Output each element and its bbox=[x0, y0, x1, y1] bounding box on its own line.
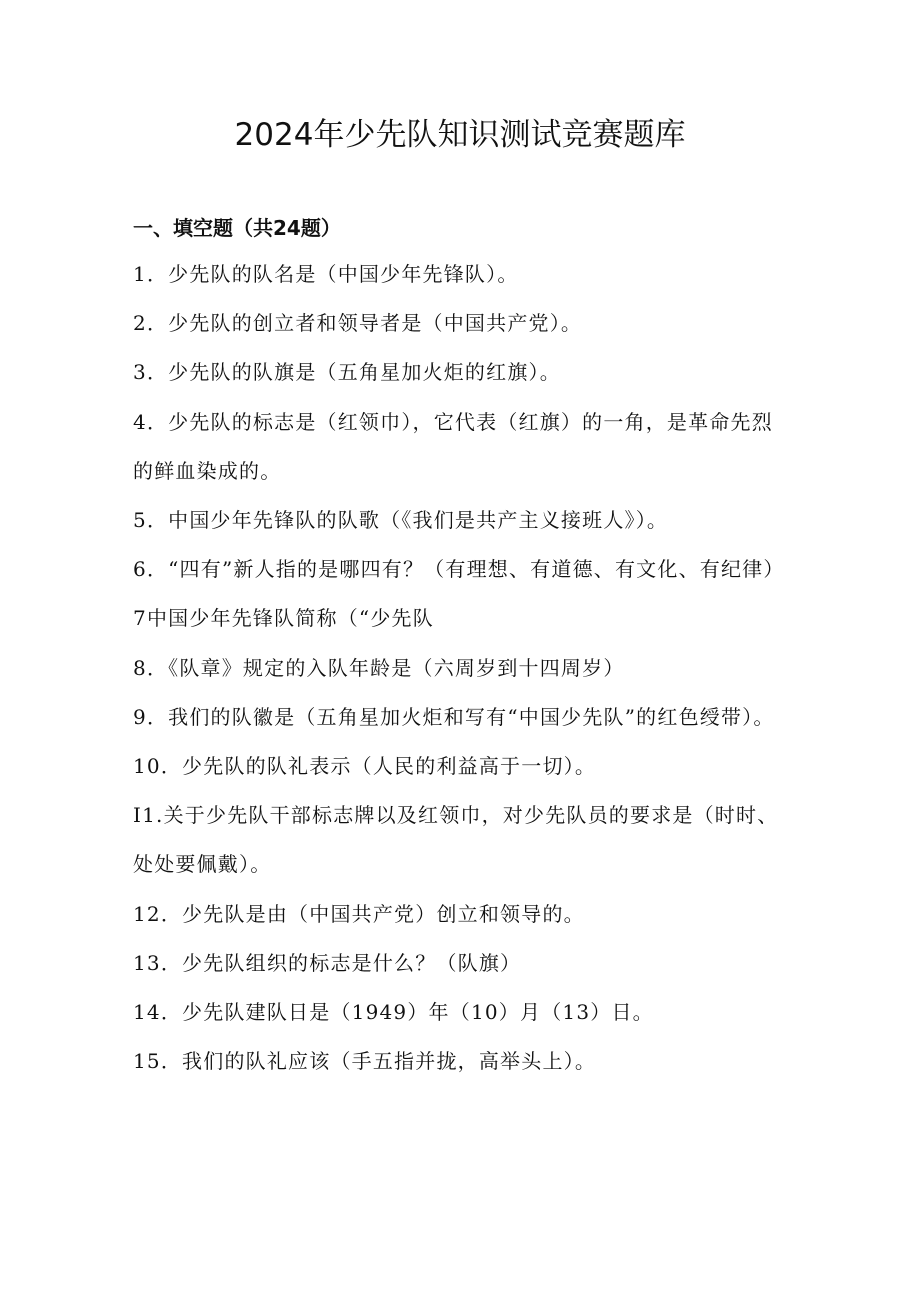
question-text: ．少先队建队日是（1949）年（10）月（13）日。 bbox=[160, 1000, 654, 1025]
question-text: ．《队章》规定的入队年龄是（六周岁到十四周岁） bbox=[146, 655, 625, 680]
question-number: 4 bbox=[133, 409, 147, 434]
question-number: 8 bbox=[133, 655, 147, 680]
question-2 bbox=[133, 299, 793, 348]
question-1 bbox=[133, 250, 793, 299]
question-11 bbox=[133, 791, 793, 889]
question-text: ．少先队组织的标志是什么？（队旗） bbox=[160, 950, 522, 975]
question-9 bbox=[133, 693, 793, 742]
question-text: ．中国少年先锋队的队歌（《我们是共产主义接班人》）。 bbox=[146, 508, 669, 533]
question-text: ．我们的队礼应该（手五指并拢，高举头上）。 bbox=[160, 1049, 597, 1074]
question-text: ．少先队的队礼表示（人民的利益高于一切）。 bbox=[160, 754, 597, 779]
question-text: ．少先队的标志是（红领巾），它代表（红旗）的一角，是革命先烈的鲜血染成的。 bbox=[133, 409, 773, 483]
question-text: ．“四有”新人指的是哪四有？（有理想、有道德、有文化、有纪律） bbox=[146, 557, 785, 582]
question-number: 6 bbox=[133, 557, 147, 582]
question-5 bbox=[133, 496, 793, 545]
question-number: 13 bbox=[133, 950, 161, 975]
question-12 bbox=[133, 890, 793, 939]
question-number: 1 bbox=[133, 262, 147, 286]
document-body bbox=[133, 206, 793, 1086]
question-number: 14 bbox=[133, 1000, 161, 1025]
question-number: 12 bbox=[133, 901, 161, 926]
question-13 bbox=[133, 939, 793, 988]
question-text: .关于少先队干部标志牌以及红领巾，对少先队员的要求是（时时、处处要佩戴）。 bbox=[133, 803, 779, 877]
question-text: ．我们的队徽是（五角星加火炬和写有“中国少先队”的红色绶带）。 bbox=[146, 704, 775, 729]
question-number: 7 bbox=[133, 606, 147, 631]
question-number: 5 bbox=[133, 508, 147, 533]
section-heading: 一、填空题（共24题） bbox=[133, 216, 341, 240]
question-text: ．少先队是由（中国共产党）创立和领导的。 bbox=[160, 901, 585, 926]
question-10 bbox=[133, 742, 793, 791]
question-number: 2 bbox=[133, 311, 147, 336]
question-text: ．少先队的队名是（中国少年先锋队）。 bbox=[146, 262, 519, 286]
question-14 bbox=[133, 988, 793, 1037]
question-text: ．少先队的队旗是（五角星加火炬的红旗）。 bbox=[146, 360, 561, 385]
question-text: ．少先队的创立者和领导者是（中国共产党）。 bbox=[146, 311, 583, 336]
question-number: 3 bbox=[133, 360, 147, 385]
question-number: 15 bbox=[133, 1049, 161, 1074]
document-title: 2024年少先队知识测试竞赛题库 bbox=[234, 117, 686, 153]
question-15 bbox=[133, 1037, 793, 1086]
question-7 bbox=[133, 594, 793, 643]
question-number: 9 bbox=[133, 704, 147, 729]
question-number: I1 bbox=[133, 803, 157, 828]
question-text: 中国少年先锋队简称（“少先队 bbox=[146, 606, 434, 631]
question-3 bbox=[133, 348, 793, 397]
question-8 bbox=[133, 644, 793, 693]
question-6 bbox=[133, 545, 793, 594]
question-4 bbox=[133, 398, 793, 496]
question-number: 10 bbox=[133, 754, 161, 779]
